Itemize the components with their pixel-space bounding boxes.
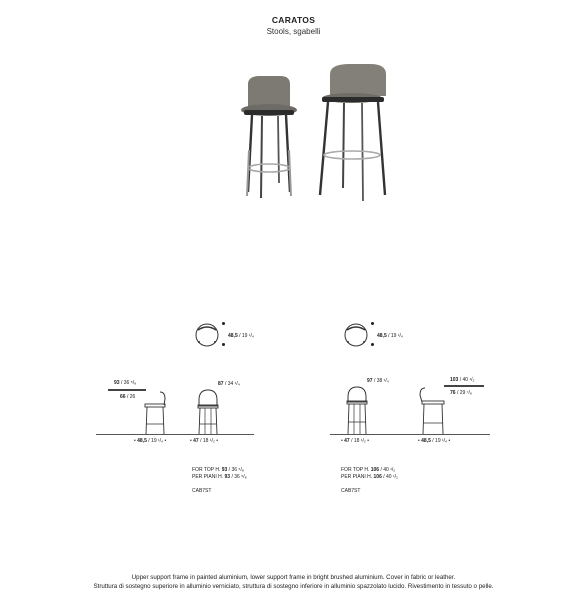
- counter-top-tall: [444, 385, 484, 387]
- plan-dim-dot: [222, 343, 225, 346]
- left-depth: • 48,5 / 19 ¹/₄ •: [134, 438, 167, 444]
- right-back-height: 97 / 38 ¹/₄: [367, 378, 389, 384]
- right-top-note: FOR TOP H. 106 / 40 ¹/₂ PER PIANI H. 106 / 40 ¹/₂: [341, 467, 398, 480]
- right-top-side: 103 / 40 ¹/₂: [450, 377, 475, 383]
- right-stool-side-drawing: [420, 386, 450, 436]
- right-seat-height: 76 / 29 ⁷/₈: [450, 390, 472, 396]
- plan-dim-dot: [371, 322, 374, 325]
- left-width: • 47 / 18 ¹/₂ •: [190, 438, 218, 444]
- material-description-it: Struttura di sostegno superiore in alluminio verniciato, struttura di sostegno inferiore in alluminio spazzolato lucido. Rivestimento in tessuto o pelle.: [93, 583, 494, 590]
- product-photo: [230, 50, 400, 210]
- left-floor-line: [96, 434, 254, 435]
- material-description-en: Upper support frame in painted aluminium, lower support frame in bright brushed aluminium. Cover in fabric or leather.: [131, 574, 456, 581]
- left-product-code: CAB7ST: [192, 488, 212, 494]
- plan-dim-dot: [371, 343, 374, 346]
- right-floor-line: [330, 434, 490, 435]
- right-depth: • 48,5 / 19 ¹/₄ •: [418, 438, 451, 444]
- left-stool-side-drawing: [140, 390, 170, 436]
- right-product-code: CAB7ST: [341, 488, 361, 494]
- right-width: • 47 / 18 ¹/₂ •: [341, 438, 369, 444]
- left-seat-side: 93 / 36 ⁵/₈: [114, 380, 137, 386]
- left-back-height: 87 / 34 ¹/₄: [218, 381, 240, 387]
- plan-dim-dot: [222, 322, 225, 325]
- left-plan-view: [192, 320, 222, 350]
- right-plan-view: [341, 320, 371, 350]
- tall-stool-image: [320, 64, 386, 201]
- left-top-note: FOR TOP H. 93 / 36 ⁵/₈ PER PIANI H. 93 / 36 ⁵/₈: [192, 467, 247, 480]
- right-plan-width: 48,5 / 19 ¹/₄: [377, 333, 403, 339]
- short-stool-image: [241, 76, 297, 198]
- product-subtitle: Stools, sgabelli: [266, 27, 321, 36]
- product-title: CARATOS: [271, 15, 316, 25]
- material-description: [0, 573, 587, 591]
- left-plan-width: 48,5 / 19 ¹/₄: [228, 333, 254, 339]
- right-stool-front-drawing: [345, 385, 369, 436]
- left-stool-front-drawing: [196, 388, 220, 436]
- left-seat-height: 66 / 26: [120, 394, 136, 400]
